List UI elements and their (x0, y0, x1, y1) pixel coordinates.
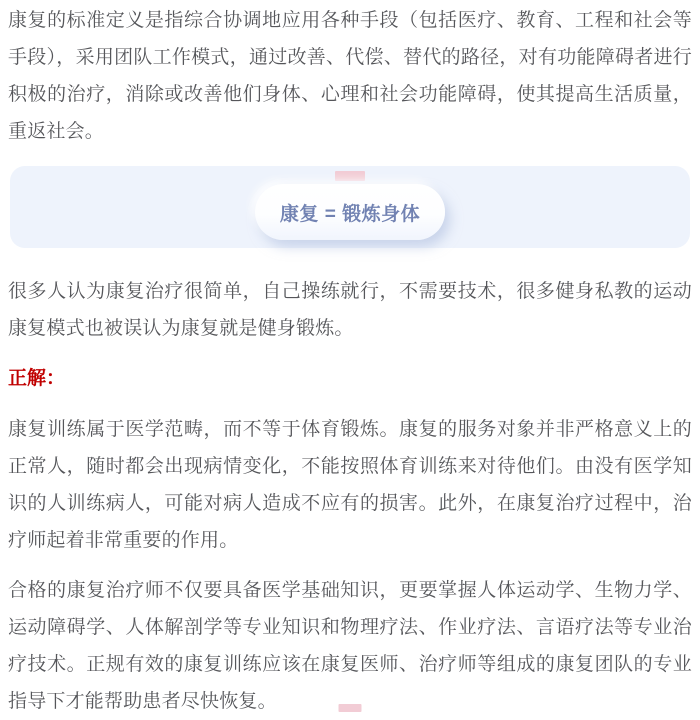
callout-top-tab-marker (335, 171, 365, 181)
article-body (0, 2, 700, 720)
paragraph-definition: 康复的标准定义是指综合协调地应用各种手段（包括医疗、教育、工程和社会等手段），采用团队工作模式，通过改善、代偿、替代的路径，对有功能障碍者进行积极的治疗，消除或改善他们身体、心理和社会功能障碍，使其提高生活质量，重返社会。 (8, 10, 692, 142)
misconception-callout (10, 166, 690, 248)
correct-answer-label: 正解： (8, 368, 66, 389)
paragraph-explanation: 康复训练属于医学范畴，而不等于体育锻炼。康复的服务对象并非严格意义上的正常人，随时都会出现病情变化，不能按照体育训练来对待他们。由没有医学知识的人训练病人，可能对病人造成不应有的损害。此外，在康复治疗过程中，治疗师起着非常重要的作用。 (8, 419, 692, 551)
next-section-tab-marker (339, 704, 362, 712)
misconception-pill-label: 康复 = 锻炼身体 (279, 203, 421, 225)
misconception-pill (255, 184, 445, 240)
paragraph-misconception: 很多人认为康复治疗很简单，自己操练就行，不需要技术，很多健身私教的运动康复模式也被误认为康复就是健身锻炼。 (8, 281, 692, 339)
paragraph-qualification: 合格的康复治疗师不仅要具备医学基础知识，更要掌握人体运动学、生物力学、运动障碍学、人体解剖学等专业知识和物理疗法、作业疗法、言语疗法等专业治疗技术。正规有效的康复训练应该在康复医师、治疗师等组成的康复团队的专业指导下才能帮助患者尽快恢复。 (8, 580, 692, 712)
